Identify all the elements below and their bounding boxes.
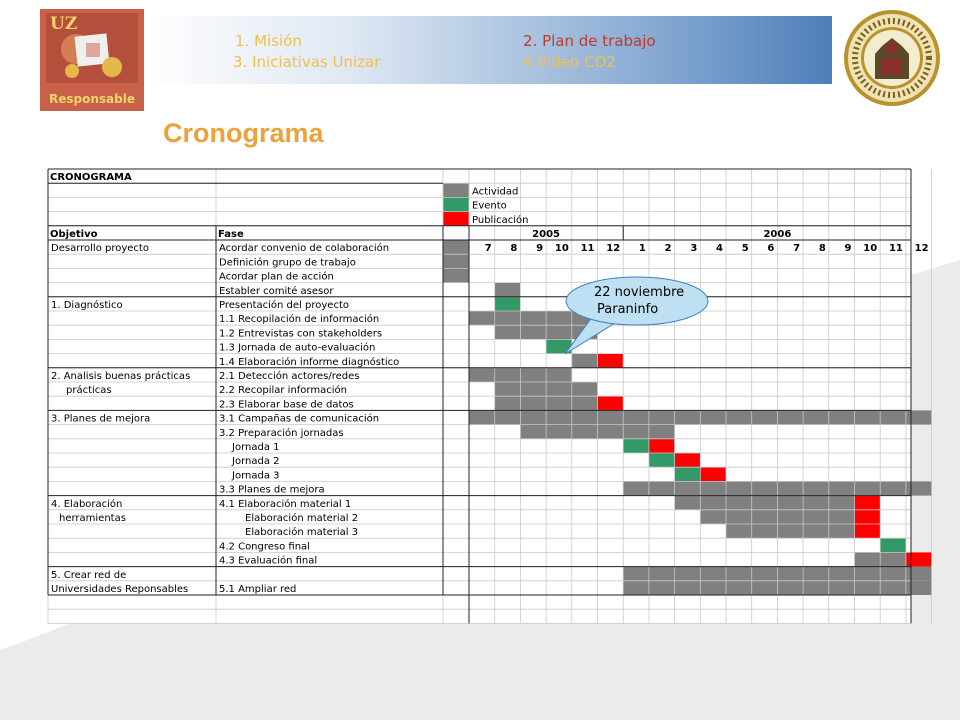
callout-place-text: Paraninfo bbox=[597, 302, 659, 317]
objective-label: 2. Analisis buenas prácticas bbox=[51, 371, 191, 382]
chart-title: CRONOGRAMA bbox=[50, 172, 132, 184]
objective-label: Universidades Reponsables bbox=[51, 584, 189, 595]
phase-label: 1.3 Jornada de auto-evaluación bbox=[219, 342, 376, 354]
objective-label: Desarrollo proyecto bbox=[51, 243, 149, 255]
month-tick-label: 9 bbox=[536, 243, 544, 255]
nav-iniciativas-unizar-link[interactable]: 3. Iniciativas Unizar bbox=[233, 53, 381, 71]
month-tick-label: 7 bbox=[484, 243, 492, 255]
phase-label: Presentación del proyecto bbox=[219, 300, 349, 311]
phase-label: 2.3 Elaborar base de datos bbox=[219, 399, 354, 411]
month-tick-label: 9 bbox=[844, 243, 852, 255]
legend-label: Publicación bbox=[472, 214, 529, 226]
phase-label: 4.1 Elaboración material 1 bbox=[219, 498, 352, 510]
event-bar bbox=[495, 297, 521, 311]
phase-label: Definición grupo de trabajo bbox=[219, 257, 356, 269]
legend-swatch bbox=[443, 183, 469, 197]
month-tick-label: 6 bbox=[767, 243, 775, 255]
year-label: 2005 bbox=[532, 229, 561, 240]
objective-label: 5. Crear red de bbox=[51, 569, 127, 581]
event-bar bbox=[675, 467, 701, 481]
activity-bar bbox=[495, 283, 521, 297]
phase-label: 3.2 Preparación jornadas bbox=[219, 427, 344, 439]
month-tick-label: 2 bbox=[664, 243, 672, 255]
activity-bar bbox=[443, 254, 469, 268]
phase-label: 4.3 Evaluación final bbox=[219, 555, 318, 567]
phase-header: Fase bbox=[218, 229, 244, 240]
objective-label: prácticas bbox=[66, 385, 112, 397]
month-tick-label: 11 bbox=[580, 243, 595, 255]
month-tick-label: 8 bbox=[510, 243, 518, 255]
publication-bar bbox=[675, 453, 701, 467]
publication-bar bbox=[855, 510, 881, 524]
phase-label: 4.2 Congreso final bbox=[219, 541, 310, 553]
nav-plan-de-trabajo-link[interactable]: 2. Plan de trabajo bbox=[523, 32, 656, 50]
year-label: 2006 bbox=[763, 229, 792, 240]
phase-label: Elaboración material 3 bbox=[245, 527, 359, 539]
month-tick-label: 12 bbox=[914, 243, 929, 255]
month-tick-label: 11 bbox=[888, 243, 903, 255]
phase-label: 3.3 Planes de mejora bbox=[219, 484, 325, 496]
publication-bar bbox=[855, 496, 881, 510]
phase-label: 1.4 Elaboración informe diagnóstico bbox=[219, 356, 400, 368]
objective-label: 1. Diagnóstico bbox=[51, 300, 123, 311]
month-tick-label: 8 bbox=[818, 243, 826, 255]
month-tick-label: 10 bbox=[554, 243, 569, 255]
nav-mision-link[interactable]: 1. Misión bbox=[235, 32, 302, 50]
event-bar bbox=[623, 439, 649, 453]
page-title: Cronograma bbox=[163, 118, 324, 148]
month-tick-label: 4 bbox=[716, 243, 723, 255]
phase-label: 1.1 Recopilación de información bbox=[219, 314, 380, 326]
legend-label: Evento bbox=[472, 200, 507, 212]
activity-bar bbox=[675, 496, 855, 510]
logo-responsable-text: Responsable bbox=[49, 92, 135, 106]
month-tick-label: 1 bbox=[638, 243, 646, 255]
phase-label: 5.1 Ampliar red bbox=[219, 584, 297, 595]
phase-label: 2.2 Recopilar información bbox=[219, 385, 347, 397]
publication-bar bbox=[649, 439, 675, 453]
event-bar bbox=[649, 453, 675, 467]
phase-label: 1.2 Entrevistas con stakeholders bbox=[219, 328, 383, 340]
activity-bar bbox=[572, 354, 598, 368]
nav-video-co2-link[interactable]: 4.Video CO2 bbox=[523, 53, 616, 71]
month-tick-label: 12 bbox=[606, 243, 621, 255]
activity-bar bbox=[726, 524, 855, 538]
activity-bar bbox=[443, 240, 469, 254]
objective-label: herramientas bbox=[59, 513, 126, 524]
phase-label: Jornada 3 bbox=[232, 470, 280, 482]
month-tick-label: 10 bbox=[863, 243, 878, 255]
objective-header: Objetivo bbox=[50, 229, 98, 240]
logo-uz-text: UZ bbox=[50, 14, 78, 34]
phase-label: Jornada 2 bbox=[232, 456, 280, 468]
callout-date-text: 22 noviembre bbox=[594, 285, 685, 300]
phase-label: Establer comité asesor bbox=[219, 285, 334, 297]
phase-label: 3.1 Campañas de comunicación bbox=[219, 413, 380, 425]
legend-swatch bbox=[443, 212, 469, 226]
publication-bar bbox=[906, 552, 932, 566]
publication-bar bbox=[598, 396, 624, 410]
month-tick-label: 7 bbox=[793, 243, 801, 255]
publication-bar bbox=[855, 524, 881, 538]
legend-swatch bbox=[443, 197, 469, 211]
phase-label: Jornada 1 bbox=[232, 442, 280, 453]
publication-bar bbox=[598, 354, 624, 368]
phase-label: Elaboración material 2 bbox=[245, 513, 359, 524]
legend-label: Actividad bbox=[472, 186, 519, 198]
event-bar bbox=[880, 538, 906, 552]
objective-label: 3. Planes de mejora bbox=[51, 413, 151, 425]
phase-label: Acordar convenio de colaboración bbox=[219, 243, 390, 255]
phase-label: 2.1 Detección actores/redes bbox=[219, 371, 360, 382]
activity-bar bbox=[443, 268, 469, 282]
month-tick-label: 5 bbox=[741, 243, 749, 255]
phase-label: Acordar plan de acción bbox=[219, 271, 334, 283]
month-tick-label: 3 bbox=[690, 243, 698, 255]
publication-bar bbox=[700, 467, 726, 481]
objective-label: 4. Elaboración bbox=[51, 498, 123, 510]
